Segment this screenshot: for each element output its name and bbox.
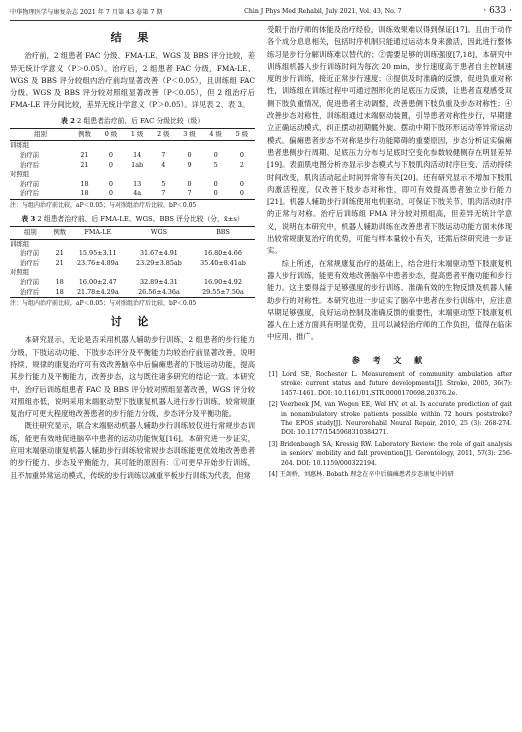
table-cell: 5 [213,160,218,169]
table-cell: 29.55±7.50a [202,287,244,296]
table-row [10,189,255,199]
left-column [10,24,255,482]
group-label: 对照组 [10,170,30,179]
table-cell: 9 [187,160,192,169]
table-cell: 35.40±8.41ab [200,258,246,267]
reference-item: [3] Bridenbaugh SA, Kressig RW. Laboratory Review: the role of gait analysis in seniors' mobility and fall prevention[J]. Gerontology, 2011, 57(3): 256-264. DOI: 10.1159/000322194. [269,440,512,467]
row-label: 治疗后 [20,189,40,198]
table-row [10,180,255,190]
table3 [10,226,255,298]
discussion-paragraph-1: 本研究显示，无论是否采用机器人辅助步行训练，2 组患者的步行能力分级、下肢运动功能、下肢步态评分及平衡能力均较治疗前显著改善，说明持续、规律的康复治疗可有效改善脑卒中后偏瘫患者的下肢运动功能，提高其步行能力及平衡能力，改善步态，这与既往诸多研究的结论一致。本研究中，治疗后训练组患者 FAC 及 BBS 评分较对照组显著改善，WGS 评分较对照组亦低，说明采用末端驱动型下肢康复机器人进行步行训练，较常规康复治疗可更大程度地改善患者的步行能力分级、步态评分及平衡功能。 [10,335,255,419]
table-cell: 0 [239,150,244,159]
table-cell: 0 [108,160,113,169]
table2-number: 表 2 [60,116,75,125]
row-label: 治疗后 [20,160,40,169]
references-heading: 参 考 文 献 [351,354,428,365]
table-cell: 23.29±3.85ab [136,258,182,267]
table-cell: 0 [108,150,113,159]
table3-title: 2 组患者治疗前、后 FMA-LE、WGS、BBS 评分比较（分，x̄±s） [37,214,244,223]
table-cell: 32.89±4.31 [139,277,178,286]
table-cell: 23.76±4.89a [76,258,119,267]
row-label: 治疗后 [20,258,40,267]
row-label: 治疗前 [20,179,40,188]
table-cell: 26.56±4.36a [138,287,180,296]
table-cell: 16.00±2.47 [78,277,117,286]
table-cell: 0 [239,179,244,188]
table-cell: 2 [239,160,244,169]
table-cell: 4 [161,160,166,169]
table2-note: 注：与组内治疗前比较，aP＜0.05；与对照组治疗后比较，bP＜0.05 [10,201,197,209]
table-cell: 21.78±4.29a [76,287,119,296]
table3-note: 注：与组内治疗前比较，aP＜0.05；与对照组治疗后比较，bP＜0.05 [10,300,197,308]
table3-col-header: FMA-LE [69,226,127,239]
table3-col-header: 组别 [10,226,51,239]
table3-caption [10,214,255,224]
table3-group-row [10,268,255,278]
group-label: 训练组 [10,141,30,150]
table2-col-header: 4 级 [203,128,229,141]
row-label: 治疗前 [20,150,40,159]
table-cell: 31.67±4.91 [139,249,178,258]
table-row [10,161,255,171]
table-cell: 18 [55,287,64,296]
table2-group-row [10,170,255,180]
results-heading: 结 果 [110,31,155,44]
table-cell: 0 [213,179,218,188]
table-cell: 0 [213,189,218,198]
table2-col-header: 组别 [10,128,71,141]
table-cell: 7 [187,189,192,198]
table2-col-header: 1 级 [124,128,150,141]
journal-title-en: Chin J Phys Med Rehabil, July 2021, Vol. 43, No. 7 [244,7,402,15]
table-row [10,151,255,161]
table3-col-header: BBS [191,226,255,239]
table-cell: 0 [187,179,192,188]
row-label: 治疗前 [20,277,40,286]
reference-item: [1] Lord SE, Rochester L. Measurement of community ambulation after stroke: current status and future developments[J]. Stroke, 2005, 36(7): 1457-1461. DOI: 10.1161/01.STR.0000170698.20376.2e. [269,371,512,397]
row-label: 治疗后 [20,287,40,296]
table2 [10,128,255,200]
table-cell: 14 [133,150,142,159]
running-header [10,4,512,18]
table-cell: 18 [80,189,89,198]
table2-header-row [10,128,255,141]
table-row [10,259,255,269]
header-rule [10,20,512,21]
table3-header-row [10,226,255,239]
table-cell: 0 [187,150,192,159]
results-paragraph: 治疗前，2 组患者 FAC 分级、FMA-LE、WGS 及 BBS 评分比较，差异无统计学意义（P＞0.05）。治疗后，2 组患者 FAC 分级、FMA-LE、WGS 及 BBS 评分较组内治疗前均显著改善（P＜0.05），且训练组 FAC 分级、WGS 及 BBS 评分较对照组显著改善（P＜0.05），但 2 组治疗后 FMA-LE 评分间比较，差异无统计学意义（P＞0.05）。详见表 2、表 3。 [10,51,255,110]
right-column [267,24,512,481]
table-row [10,249,255,259]
table2-caption [10,116,255,126]
table-cell: 16.80±4.66 [204,249,242,258]
table-row [10,278,255,288]
group-label: 对照组 [10,268,30,277]
table-cell: 21 [55,258,64,267]
table-cell: 0 [108,179,113,188]
journal-title-cn: 中华物理医学与康复杂志 2021 年 7 月第 43 卷第 7 期 [10,8,163,16]
table2-col-header: 5 级 [229,128,255,141]
table-cell: 4a [133,189,142,198]
table3-group-row [10,239,255,249]
table2-col-header: 3 级 [176,128,202,141]
table2-group-row [10,141,255,151]
table-cell: 0 [213,150,218,159]
table2-title: 2 组患者治疗前、后 FAC 分级比较（级） [77,116,205,125]
table-cell: 7 [161,150,166,159]
reference-item: [4] 王剑桥，刘惠林. Bobath 理念在卒中后偏瘫患者步态康复中的研 [269,471,454,479]
discussion-paragraph-2: 既往研究显示，联合末端驱动机器人辅助步行训练较仅进行常规步态训练，能更有效地促进脑卒中患者的运动功能恢复[16]。本研究进一步证实，应用末端驱动康复机器人辅助步行训练较常规步态训练能更优效地改善患者的步行能力、步态及平衡能力，其可能的原因有：①可更早开始步行训练，且不加重异常运动模式，传统的步行训练以减重平板步行训练为代表，但常 [10,421,255,480]
table-cell: 0 [108,189,113,198]
table-cell: 18 [80,179,89,188]
table2-col-header: 0 级 [98,128,124,141]
table2-col-header: 例数 [71,128,98,141]
page-number: · 633 · [483,6,512,16]
table2-col-header: 2 级 [150,128,176,141]
conclusion-paragraph: 综上所述，在常规康复治疗的基础上，结合进行末端驱动型下肢康复机器人步行训练，能更有效地改善脑卒中患者步态，提高患者平衡功能和步行能力。这主要得益于足够强度的步行训练、准确有效的生物反馈及机器人辅助步行的对称性。本研究也进一步证实了脑卒中患者在步行训练中，应注意早期足够强度，良好运动控制及准确反馈的重要性，末端驱动型下肢康复机器人在上述方面具有明显优势，且可以减轻治疗师的工作负担，值得在临床中应用、推广。 [267,258,512,342]
group-label: 训练组 [10,239,30,248]
table-cell: 15.95±3.11 [78,249,117,258]
table-cell: 1ab [131,160,144,169]
table-cell: 13 [133,179,142,188]
discussion-heading: 讨 论 [110,315,155,329]
table-cell: 0 [239,189,244,198]
table-cell: 21 [80,160,89,169]
table3-col-header: WGS [127,226,191,239]
table3-number: 表 3 [21,214,36,223]
reference-item: [2] Veerbeek JM, van Wegen EE, Wel HV, et al. Is accurate prediction of gait in nonambulatory stroke patients possible within 72 hours poststroke? The EPOS study[J]. Neurorehabil Neural Repair, 2010, 25 (3): 268-274. DOI: 10.1177/1545968310384271. [269,401,512,437]
table3-col-header: 例数 [51,226,69,239]
table-cell: 16.90±4.92 [204,277,242,286]
table-cell: 5 [161,179,166,188]
table-cell: 7 [161,189,166,198]
table-cell: 18 [55,277,64,286]
table-cell: 21 [55,249,64,258]
table-row [10,288,255,298]
discussion-paragraph-3: 受限于治疗师的体能及治疗经验，训练效果难以得到保证[17]。且由于动作各个成分息息相关，包括时序机制只能通过运动本身来激活，因此进行整体练习是步行分解训练难以替代的；②需要足够的训练强度[7,18]，本研究中训练组机器人步行训练时间为每次 20 min，步行速度高于患者自主控制速度的步行训练，接近正常步行速度；③提供及时准确的反馈，促进负重对称性，训练组在训练过程中可通过图形化的足底压力反馈，让患者直观感受双侧下肢负重情况，促进患者主动调整，改善患侧下肢负重及步态对称性；④改善步态对称性，训练组通过末端驱动装置，引导患者对称性步行，早期建立正确运动模式，纠正摆动初期髋外旋、摆动中期下肢环形运动等异常运动模式。偏瘫患者步态不对称是步行功能障碍的重要原因，步态分析证实偏瘫患者患侧步行周期、足底压力分布与足底时空变化参数较健侧存在明显差异[19]。表面肌电图分析亦显示步态模式与下肢肌肉活动时序巨变、活动持续时间改变，肌肉活动起止时间异常等有关[20]。还有研究显示不增加下肢肌肉激活程度，仅改善下肢步态对称性，即可有效提高患者独立步行能力[21]。机器人辅助步行训练使用电机驱动，可保证下肢关节、肌肉活动时序的正常与对称。治疗后训练组 FMA 评分较对照组高，但差异无统计学意义，说明在本研究中，机器人辅助训练在改善患者下肢运动功能方面未体现出较常规康复治疗的优势，可能与样本量较小有关，还需后续研究进一步证实。 [267,25,512,256]
row-label: 治疗前 [20,249,40,258]
table-cell: 21 [80,150,89,159]
